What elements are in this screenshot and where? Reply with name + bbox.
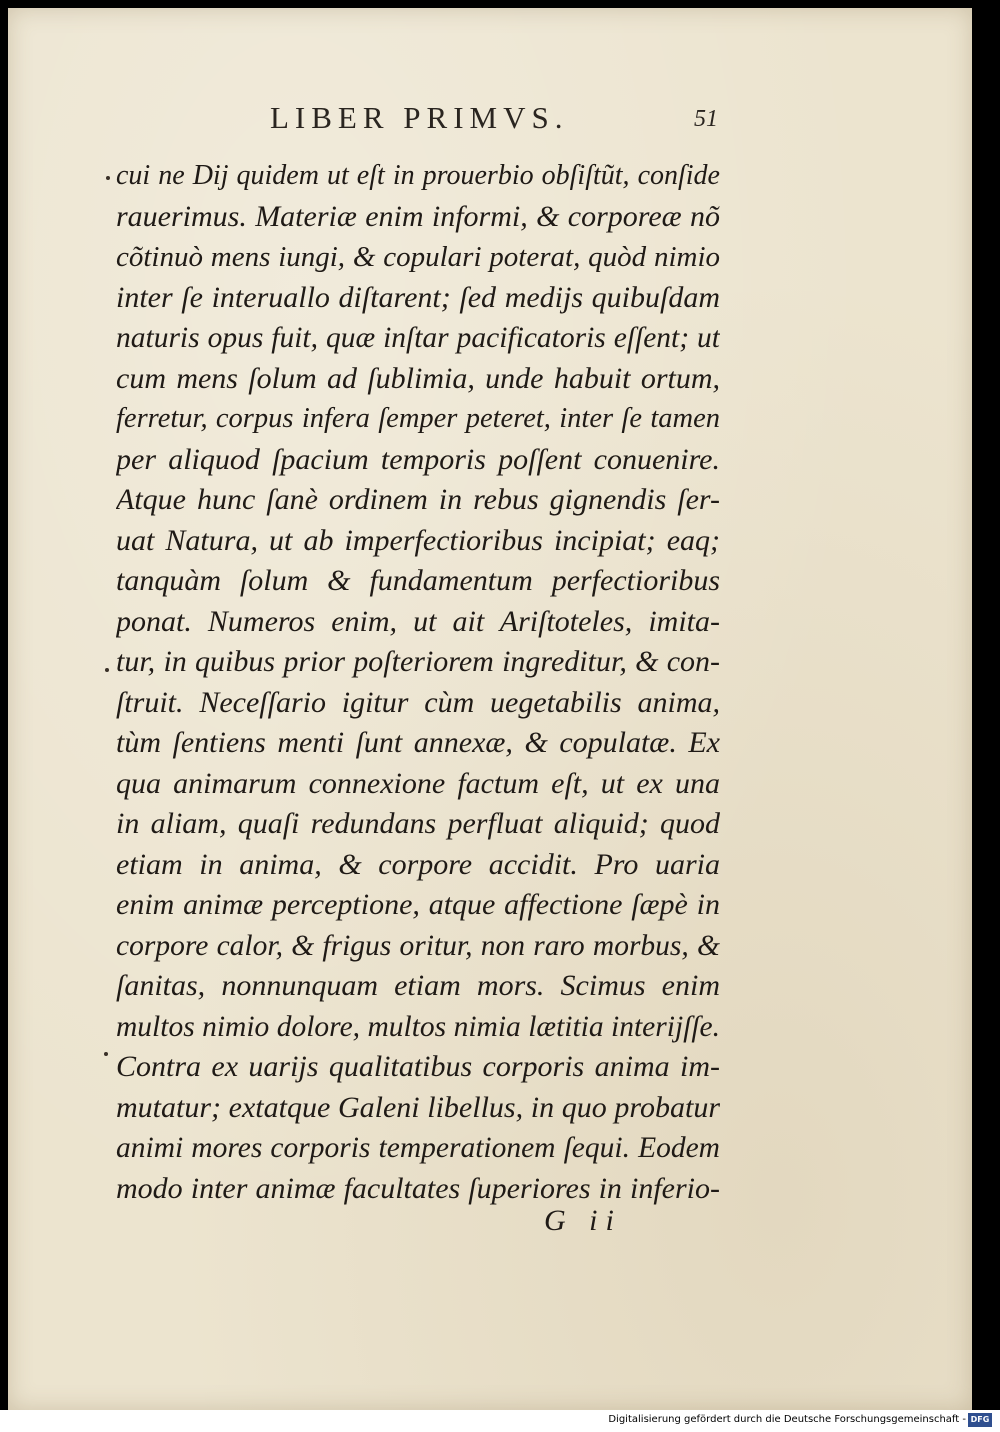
text-line: ſtruit. Neceſſario igitur cùm uegetabilis anima, (116, 685, 720, 719)
text-line: Contra ex uarijs qualitatibus corporis anima im- (116, 1050, 720, 1083)
text-line: cum mens ſolum ad ſublimia, unde habuit ortum, (116, 361, 720, 395)
text-line: Atque hunc ſanè ordinem in rebus gignendis ſer- (116, 483, 720, 516)
text-line: per aliquod ſpacium temporis poſſent conuenire. (116, 442, 720, 476)
text-line: tùm ſentiens menti ſunt annexæ, & copulatæ. Ex (116, 726, 720, 759)
running-head: LIBER PRIMVS. (270, 100, 569, 135)
margin-mark (106, 176, 110, 180)
text-line: cui ne Dij quidem ut eſt in prouerbio obſiſtũt, conſide (116, 160, 720, 191)
text-line: ſanitas, nonnunquam etiam mors. Scimus enim (116, 969, 720, 1002)
text-line: uat Natura, ut ab imperfectioribus incipiat; eaq; (116, 523, 720, 557)
text-line: cõtinuò mens iungi, & copulari poterat, quòd nimio (116, 241, 720, 273)
text-line: mutatur; extatque Galeni libellus, in quo probatur (116, 1090, 720, 1124)
text-line: tur, in quibus prior poſteriorem ingreditur, & con- (116, 645, 720, 678)
margin-mark (104, 1052, 108, 1056)
text-line: multos nimio dolore, multos nimia lætitia interijſſe. (116, 1010, 720, 1043)
text-line: qua animarum connexione factum eſt, ut ex una (116, 766, 720, 800)
text-line: ponat. Numeros enim, ut ait Ariſtoteles, imita- (116, 604, 720, 638)
text-line: naturis opus fuit, quæ inſtar pacificatoris eſſent; ut (116, 322, 720, 354)
text-line: animi mores corporis temperationem ſequi. Eodem (116, 1132, 720, 1164)
text-line: etiam in anima, & corpore accidit. Pro uaria (116, 847, 720, 881)
margin-mark (105, 668, 109, 672)
footer-credit: Digitalisierung gefördert durch die Deutsche Forschungsgemeinschaft - (608, 1414, 966, 1425)
text-line: rauerimus. Materiæ enim informi, & corporeæ nõ (116, 199, 720, 233)
text-line: ferretur, corpus infera ſemper peteret, inter ſe tamen (116, 403, 720, 434)
signature-mark: G ii (544, 1204, 622, 1237)
text-line: inter ſe interuallo diſtarent; ſed medijs quibuſdam (116, 280, 720, 314)
text-line: tanquàm ſolum & fundamentum perfectioribus (116, 564, 720, 597)
body-text (116, 156, 720, 1209)
page-number: 51 (694, 106, 718, 132)
text-line: modo inter animæ facultates ſuperiores in inferio- (116, 1171, 720, 1205)
text-line: in aliam, quaſi redundans perfluat aliquid; quod (116, 807, 720, 840)
text-line: enim animæ perceptione, atque affectione ſæpè in (116, 888, 720, 921)
text-line: corpore calor, & frigus oritur, non raro morbus, & (116, 929, 720, 962)
dfg-logo-icon: DFG (968, 1413, 992, 1427)
